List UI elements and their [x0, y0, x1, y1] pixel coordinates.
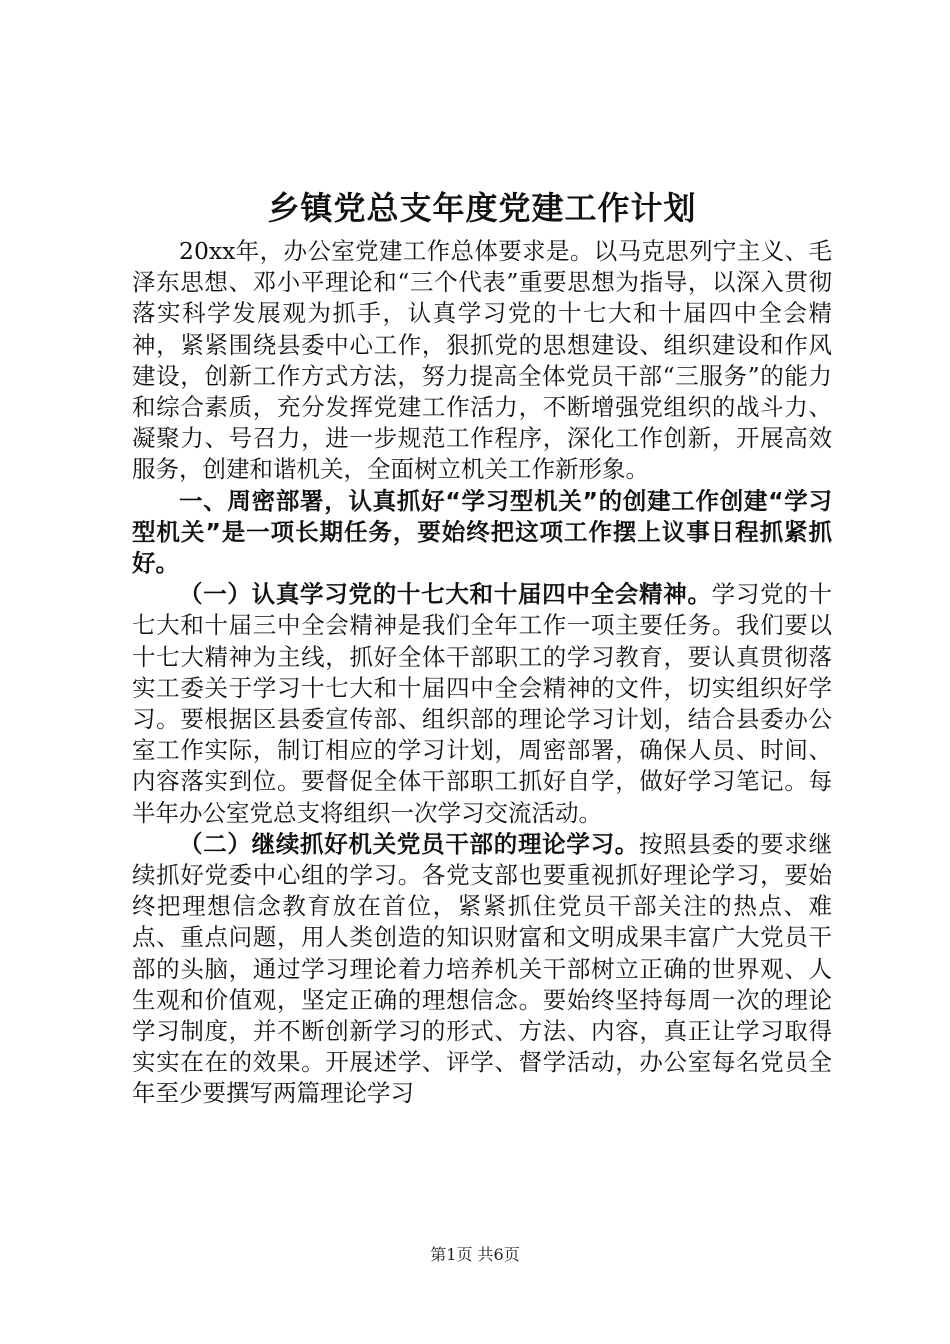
item-1-lead: （一）认真学习党的十七大和十届四中全会精神。 — [179, 580, 712, 609]
page-footer: 第1页 共6页 — [430, 1245, 520, 1264]
item-1-paragraph — [132, 579, 832, 829]
document-title: 乡镇党总支年度党建工作计划 — [267, 189, 697, 227]
item-2-lead: （二）继续抓好机关党员干部的理论学习。 — [179, 829, 640, 858]
item-2-body: 按照县委的要求继续抓好党委中心组的学习。各党支部也要重视抓好理论学习，要始终把理想信念教育放在首位，紧紧抓住党员干部关注的热点、难点、重点问题，用人类创造的知识财富和文明成果丰富广大党员干部的头脑，通过学习理论着力培养机关干部树立正确的世界观、人生观和价值观，坚定正确的理想信念。要始终坚持每周一次的理论学习制度，并不断创新学习的形式、方法、内容，真正让学习取得实实在在的效果。开展述学、评学、督学活动，办公室每名党员全年至少要撰写两篇理论学习 — [132, 829, 833, 1108]
item-2-paragraph — [132, 829, 832, 1110]
item-1-body: 学习党的十七大和十届三中全会精神是我们全年工作一项主要任务。我们要以十七大精神为主线，抓好全体干部职工的学习教育，要认真贯彻落实工委关于学习十七大和十届四中全会精神的文件，切实组织好学习。要根据区县委宣传部、组织部的理论学习计划，结合县委办公室工作实际，制订相应的学习计划，周密部署，确保人员、时间、内容落实到位。要督促全体干部职工抓好自学，做好学习笔记。每半年办公室党总支将组织一次学习交流活动。 — [132, 580, 833, 827]
section-heading-1: 一、周密部署，认真抓好“学习型机关”的创建工作创建“学习型机关”是一项长期任务，要始终把这项工作摆上议事日程抓紧抓好。 — [132, 486, 832, 578]
document-page — [132, 182, 832, 1110]
intro-paragraph: 20xx年，办公室党建工作总体要求是。以马克思列宁主义、毛泽东思想、邓小平理论和“三个代表”重要思想为指导，以深入贯彻落实科学发展观为抓手，认真学习党的十七大和十届四中全会精神，紧紧围绕县委中心工作，狠抓党的思想建设、组织建设和作风建设，创新工作方式方法，努力提高全体党员干部“三服务”的能力和综合素质，充分发挥党建工作活力，不断增强党组织的战斗力、凝聚力、号召力，进一步规范工作程序，深化工作创新，开展高效服务，创建和谐机关，全面树立机关工作新形象。 — [132, 237, 832, 484]
